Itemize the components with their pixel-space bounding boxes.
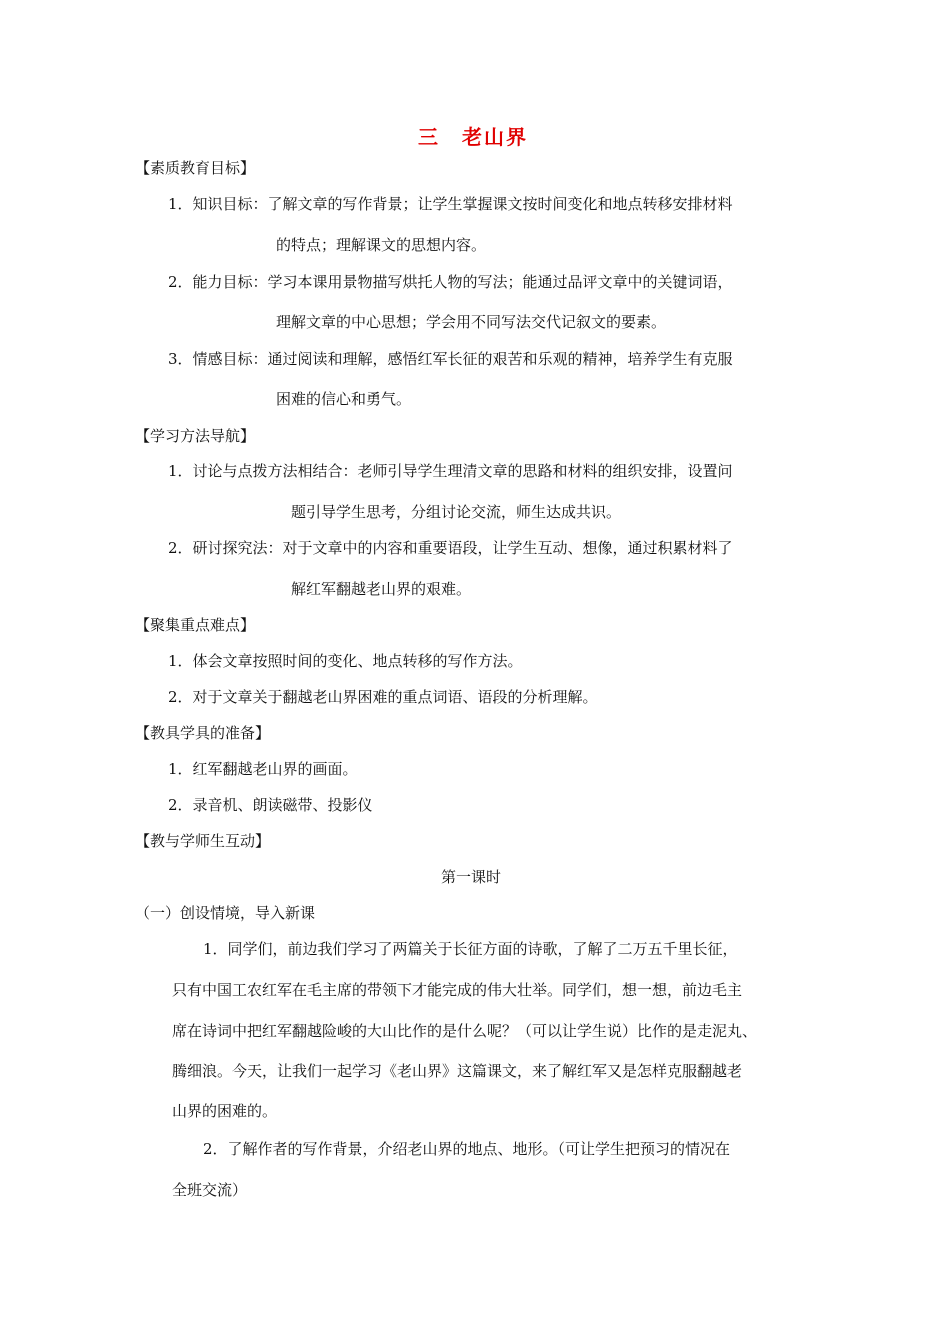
goal-item-1-line1: 1．知识目标：了解文章的写作背景；让学生掌握课文按时间变化和地点转移安排材料 (168, 195, 733, 213)
para1-line2: 只有中国工农红军在毛主席的带领下才能完成的伟大壮举。同学们，想一想，前边毛主 (172, 981, 743, 999)
section-heading-key-points: 【聚集重点难点】 (135, 616, 256, 634)
method-item-2-line1: 2．研讨探究法：对于文章中的内容和重要语段，让学生互动、想像，通过积累材料了 (168, 539, 733, 557)
para1-line4: 腾细浪。今天，让我们一起学习《老山界》这篇课文，来了解红军又是怎样克服翻越老 (172, 1062, 743, 1080)
method-item-2-line2: 解红军翻越老山界的艰难。 (291, 580, 472, 598)
method-item-1-line2: 题引导学生思考，分组讨论交流，师生达成共识。 (291, 503, 622, 521)
key-point-item-2: 2．对于文章关于翻越老山界困难的重点词语、语段的分析理解。 (168, 688, 598, 706)
method-item-1-line1: 1．讨论与点拨方法相结合：老师引导学生理清文章的思路和材料的组织安排，设置问 (168, 462, 733, 480)
material-item-1: 1．红军翻越老山界的画面。 (168, 760, 358, 778)
goal-item-2-line2: 理解文章的中心思想；学会用不同写法交代记叙文的要素。 (276, 313, 667, 331)
page-title: 三 老山界 (418, 125, 528, 149)
para2-line2: 全班交流） (172, 1181, 248, 1199)
section-heading-interaction: 【教与学师生互动】 (135, 832, 271, 850)
goal-item-1-line2: 的特点；理解课文的思想内容。 (276, 236, 487, 254)
goal-item-2-line1: 2．能力目标：学习本课用景物描写烘托人物的写法；能通过品评文章中的关键词语， (168, 273, 733, 291)
section-heading-materials: 【教具学具的准备】 (135, 724, 271, 742)
goal-item-3-line1: 3．情感目标：通过阅读和理解，感悟红军长征的艰苦和乐观的精神，培养学生有克服 (168, 350, 733, 368)
section-heading-goals: 【素质教育目标】 (135, 159, 256, 177)
part-heading: （一）创设情境，导入新课 (135, 904, 316, 922)
lesson-label: 第一课时 (441, 868, 502, 886)
para2-line1: 2．了解作者的写作背景，介绍老山界的地点、地形。（可让学生把预习的情况在 (203, 1140, 731, 1158)
goal-item-3-line2: 困难的信心和勇气。 (276, 390, 412, 408)
para1-line3: 席在诗词中把红军翻越险峻的大山比作的是什么呢？（可以让学生说）比作的是走泥丸、 (172, 1022, 758, 1040)
material-item-2: 2．录音机、朗读磁带、投影仪 (168, 796, 373, 814)
section-heading-methods: 【学习方法导航】 (135, 427, 256, 445)
para1-line5: 山界的困难的。 (172, 1102, 278, 1120)
key-point-item-1: 1．体会文章按照时间的变化、地点转移的写作方法。 (168, 652, 523, 670)
para1-line1: 1．同学们，前边我们学习了两篇关于长征方面的诗歌，了解了二万五千里长征， (203, 940, 738, 958)
